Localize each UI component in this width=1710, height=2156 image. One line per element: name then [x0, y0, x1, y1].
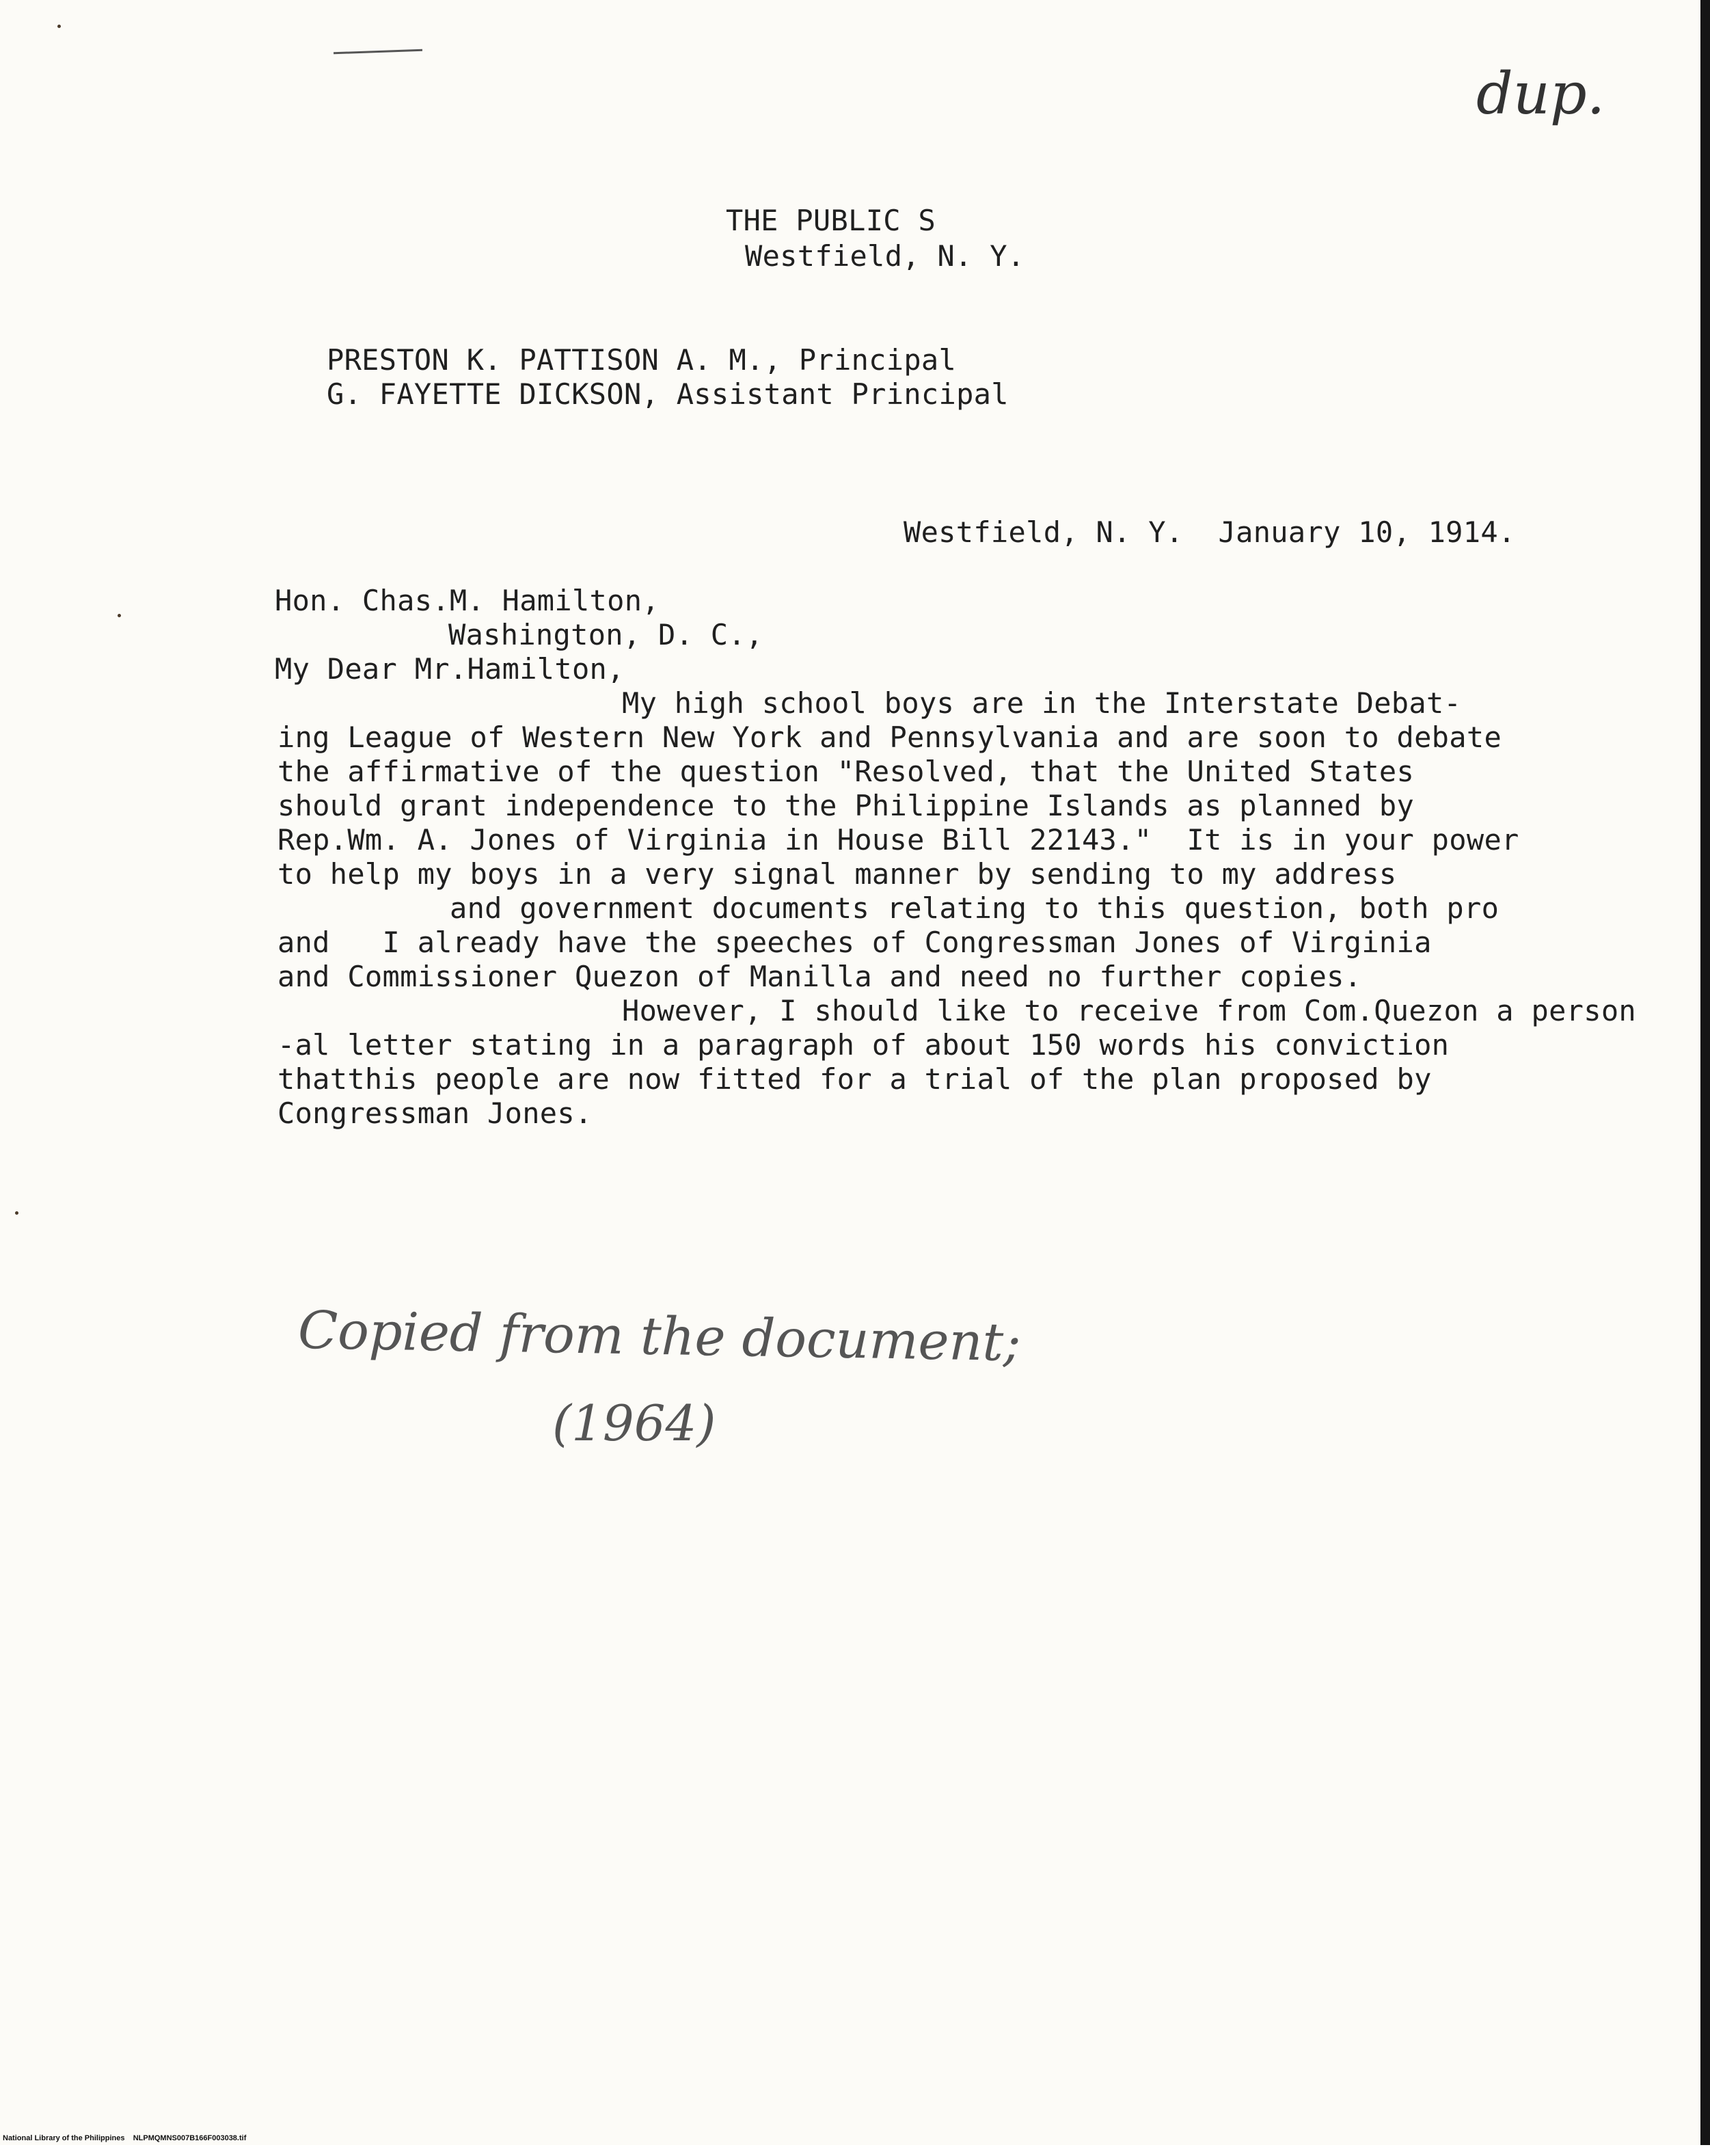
- body-line: to help my boys in a very signal manner by sending to my address: [277, 857, 1397, 891]
- body-line: Rep.Wm. A. Jones of Virginia in House Bill 22143." It is in your power: [277, 823, 1519, 857]
- handwritten-copy-note: Copied from the document;: [297, 1299, 1022, 1373]
- scan-footer-label: National Library of the Philippines NLPMQMNS007B166F003038.tif: [3, 2134, 247, 2142]
- body-line: Congressman Jones.: [277, 1096, 593, 1130]
- letterhead-location: Westfield, N. Y.: [745, 239, 1025, 273]
- body-line: My high school boys are in the Interstate Debat-: [622, 686, 1462, 720]
- letterhead-institution: THE PUBLIC S: [726, 204, 936, 237]
- body-line: and government documents relating to this question, both pro: [450, 891, 1499, 925]
- body-line: and Commissioner Quezon of Manilla and need no further copies.: [277, 960, 1362, 993]
- body-line: -al letter stating in a paragraph of about 150 words his conviction: [277, 1028, 1450, 1062]
- addressee-name: Hon. Chas.M. Hamilton,: [275, 584, 660, 617]
- paper-speck: [15, 1211, 18, 1215]
- paper-speck: [57, 25, 61, 28]
- handwritten-year-note: (1964): [552, 1394, 716, 1452]
- addressee-city: Washington, D. C.,: [448, 618, 763, 651]
- body-line: thatthis people are now fitted for a trial of the plan proposed by: [277, 1062, 1432, 1096]
- letterhead-principal: PRESTON K. PATTISON A. M., Principal: [327, 343, 957, 377]
- scan-bottom-margin: [0, 2145, 1710, 2156]
- paper-speck: [118, 614, 121, 617]
- letterhead-assistant-principal: G. FAYETTE DICKSON, Assistant Principal: [327, 377, 1009, 411]
- body-line: the affirmative of the question "Resolved, that the United States: [277, 755, 1415, 788]
- scan-edge: [1700, 0, 1710, 2156]
- pencil-mark: [334, 49, 422, 55]
- salutation: My Dear Mr.Hamilton,: [275, 652, 625, 686]
- body-line: should grant independence to the Philippine Islands as planned by: [277, 789, 1415, 822]
- body-line: However, I should like to receive from Com.Quezon a person: [622, 994, 1636, 1027]
- handwritten-dup-note: dup.: [1476, 60, 1605, 127]
- body-line: ing League of Western New York and Pennsylvania and are soon to debate: [277, 720, 1502, 754]
- dateline: Westfield, N. Y. January 10, 1914.: [904, 515, 1516, 549]
- body-line: and I already have the speeches of Congressman Jones of Virginia: [277, 926, 1432, 959]
